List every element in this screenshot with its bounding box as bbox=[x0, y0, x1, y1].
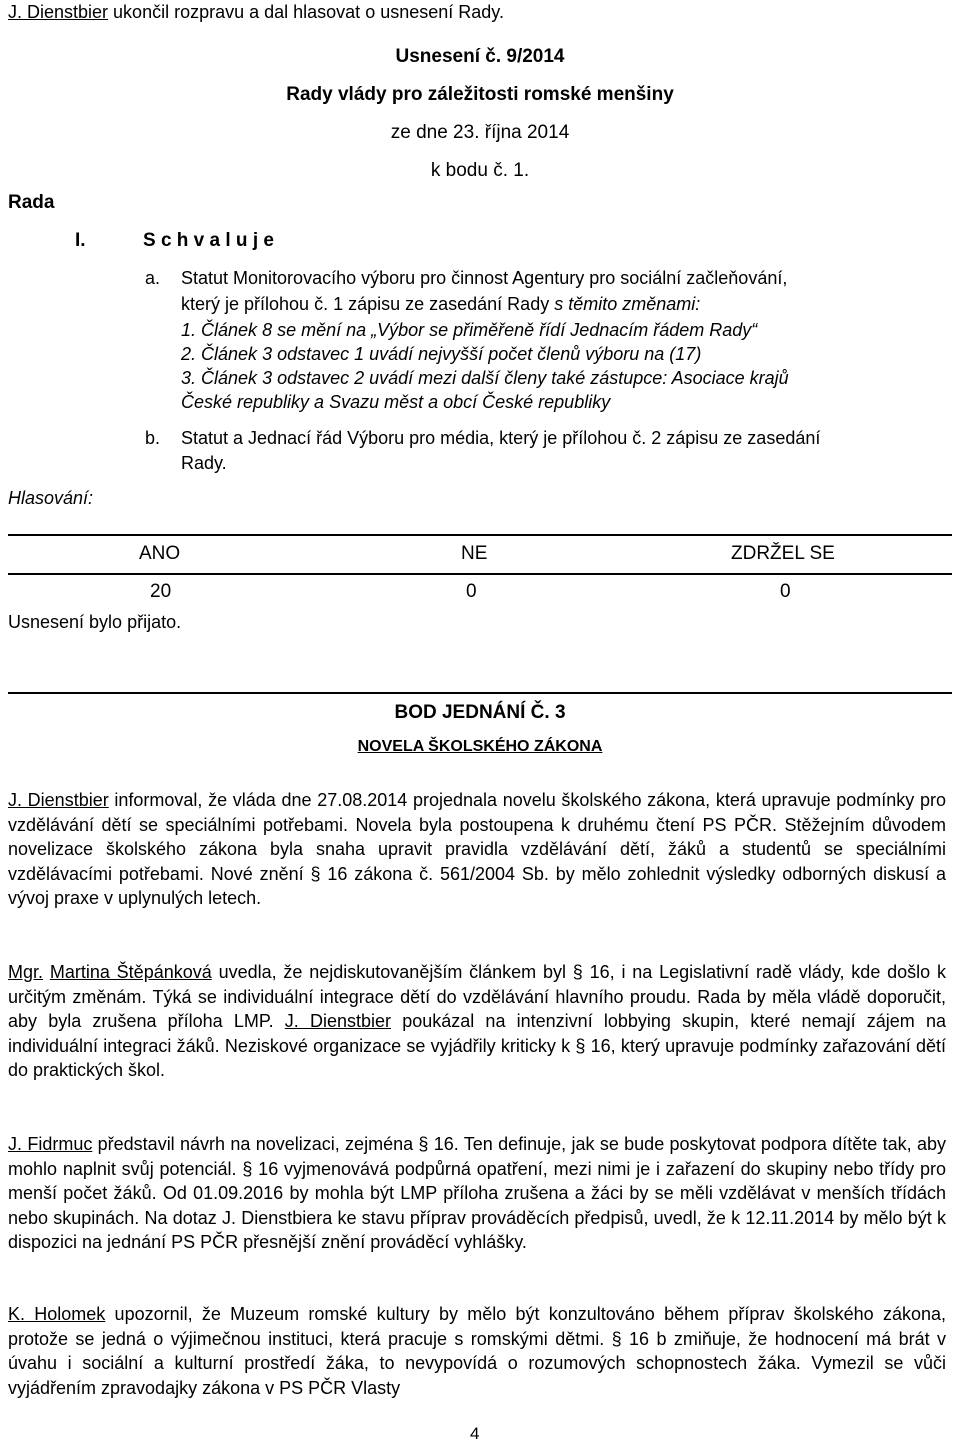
speaker-name: J. Fidrmuc bbox=[8, 1134, 93, 1154]
section-subtitle bbox=[0, 738, 960, 756]
change-3-continued: České republiky a Svazu měst a obcí České republiky bbox=[181, 392, 611, 412]
item-a-line2-italic: s těmito změnami: bbox=[554, 294, 701, 314]
section-subtitle-text: NOVELA ŠKOLSKÉHO ZÁKONA bbox=[357, 738, 603, 755]
section-title: BOD JEDNÁNÍ Č. 3 bbox=[394, 702, 566, 723]
item-a-line2-text: který je přílohou č. 1 zápisu ze zasedání Rady bbox=[181, 294, 555, 314]
change-number: 1. bbox=[181, 320, 197, 340]
voting-label: Hlasování: bbox=[8, 488, 94, 508]
change-text: Článek 8 se mění na „Výbor se přiměřeně řídí Jednacím řádem Rady“ bbox=[201, 320, 758, 340]
vote-result: Usnesení bylo přijato. bbox=[8, 612, 182, 632]
paragraph-4 bbox=[8, 1302, 946, 1400]
paragraph-2 bbox=[8, 960, 946, 1083]
speaker-name: J. Dienstbier bbox=[8, 790, 109, 810]
intro-text: ukončil rozpravu a dal hlasovat o usnesení Rady. bbox=[108, 2, 504, 22]
approves-label: S c h v a l u j e bbox=[143, 230, 274, 251]
paragraph-3 bbox=[8, 1132, 946, 1255]
paragraph-text: představil návrh na novelizaci, zejména bbox=[92, 1134, 419, 1154]
paragraph-1 bbox=[8, 788, 946, 911]
vote-mid-rule bbox=[8, 573, 952, 575]
vote-header-yes: ANO bbox=[139, 543, 181, 564]
paragraph-text: 16 b zmiňuje, že hodnocení má brát v úvahu i sociální a kulturní prostředí žáka, to nevypovídá o rozumových schopnostech žáka. Vymezil se vůči vyjádřením zpravodajky zákona v PS PČR Vlasty bbox=[8, 1328, 946, 1398]
change-2 bbox=[181, 344, 701, 365]
vote-value-no: 0 bbox=[466, 581, 477, 602]
paragraph-text: 16, i na Legislativní radě vlády, kde došlo k určitým změnám. Týká se individuální integrace dětí do vzdělávání hlavního proudu. Rada by měla vládě doporučit, aby byla zrušena příloha LMP. bbox=[8, 962, 946, 1032]
rada-label: Rada bbox=[8, 192, 55, 213]
vote-top-rule bbox=[8, 534, 952, 536]
roman-numeral: I. bbox=[75, 230, 86, 251]
speaker-name: K. Holomek bbox=[8, 1304, 106, 1324]
vote-value-abstain: 0 bbox=[780, 581, 791, 602]
item-b-marker: b. bbox=[145, 428, 161, 448]
change-text: Článek 3 odstavec 2 uvádí mezi další členy také zástupce: Asociace krajů bbox=[201, 368, 789, 388]
section-sign: § bbox=[611, 1328, 622, 1349]
intro-line bbox=[8, 2, 504, 23]
speaker-name: Martina Štěpánková bbox=[49, 962, 212, 982]
section-sign: § bbox=[242, 1158, 253, 1179]
item-a-line1: Statut Monitorovacího výboru pro činnost Agentury pro sociální začleňování, bbox=[181, 268, 788, 288]
resolution-point: k bodu č. 1. bbox=[430, 160, 530, 181]
change-number: 3. bbox=[181, 368, 197, 388]
resolution-number: Usnesení č. 9/2014 bbox=[395, 46, 565, 67]
paragraph-text: 16, který upravuje podmínky zařazování dětí do praktických škol. bbox=[8, 1035, 947, 1081]
speaker-name: J. Dienstbier bbox=[284, 1011, 391, 1032]
speaker-title: Mgr. bbox=[8, 962, 44, 982]
item-b-line2: Rady. bbox=[181, 453, 227, 473]
paragraph-text: 16 zákona č. 561/2004 Sb. by mělo zohlednit výsledky odborných diskusí a vývoj praxe v uplynulých letech. bbox=[8, 863, 946, 909]
section-sign: § bbox=[310, 863, 321, 884]
item-a-line2 bbox=[181, 294, 700, 315]
resolution-body: Rady vlády pro záležitosti romské menšiny bbox=[286, 84, 674, 105]
section-sign: § bbox=[575, 1035, 586, 1056]
paragraph-text: uvedla, že nejdiskutovanějším článkem byl bbox=[211, 962, 573, 982]
item-b-line1: Statut a Jednací řád Výboru pro média, který je přílohou č. 2 zápisu ze zasedání bbox=[181, 428, 821, 448]
vote-value-yes: 20 bbox=[150, 581, 172, 602]
paragraph-text: upozornil, že Muzeum romské kultury by mělo být konzultováno během příprav školského zákona, protože se jedná o výjimečnou instituci, která pracuje s romskými dětmi. bbox=[8, 1304, 946, 1349]
change-3 bbox=[181, 368, 789, 389]
speaker-name: J. Dienstbier bbox=[8, 2, 109, 22]
change-1 bbox=[181, 320, 757, 341]
paragraph-text: 16. Ten definuje, jak se bude poskytovat podpora dítěte tak, aby mohlo naplnit svůj potenciál. bbox=[8, 1134, 946, 1179]
section-sign: § bbox=[572, 962, 583, 982]
page-number: 4 bbox=[470, 1424, 480, 1443]
section-rule bbox=[8, 692, 952, 694]
paragraph-text: poukázal na intenzivní lobbying skupin, které nemají zájem na individuální integraci žáků. Neziskové organizace se vyjádřily kriticky k bbox=[8, 1011, 946, 1056]
paragraph-text: 16 vyjmenovává podpůrná opatření, mezi nimi je i zařazení do skupiny nebo třídy pro menší počet žáků. Od 01.09.2016 by mohla být LMP příloha zrušena a žáci by se měli vzdělávat v menších třídách nebo skupinách. Na dotaz J. Dienstbiera ke stavu příprav prováděcích předpisů, uvedl, že k 12.11.2014 by mělo být k dispozici na jednání PS PČR přesnější znění prováděcí vyhlášky. bbox=[8, 1158, 947, 1253]
vote-header-no: NE bbox=[461, 543, 488, 564]
change-number: 2. bbox=[181, 344, 197, 364]
paragraph-text: informoval, že vláda dne 27.08.2014 projednala novelu školského zákona, která upravuje podmínky pro vzdělávání dětí se speciálními potřebami. Novela byla postoupena k druhému čtení PS PČR. Stěžejním důvodem novelizace školského zákona byla snaha upravit pravidla vzdělávání dětí, žáků a studentů se speciálními vzdělávacími potřebami. Nové znění bbox=[8, 790, 946, 884]
section-sign: § bbox=[418, 1134, 429, 1154]
change-text: Článek 3 odstavec 1 uvádí nejvyšší počet členů výboru na (17) bbox=[201, 344, 702, 364]
resolution-date: ze dne 23. října 2014 bbox=[390, 122, 570, 143]
vote-header-abstain: ZDRŽEL SE bbox=[731, 543, 835, 564]
item-a-marker: a. bbox=[145, 268, 161, 288]
